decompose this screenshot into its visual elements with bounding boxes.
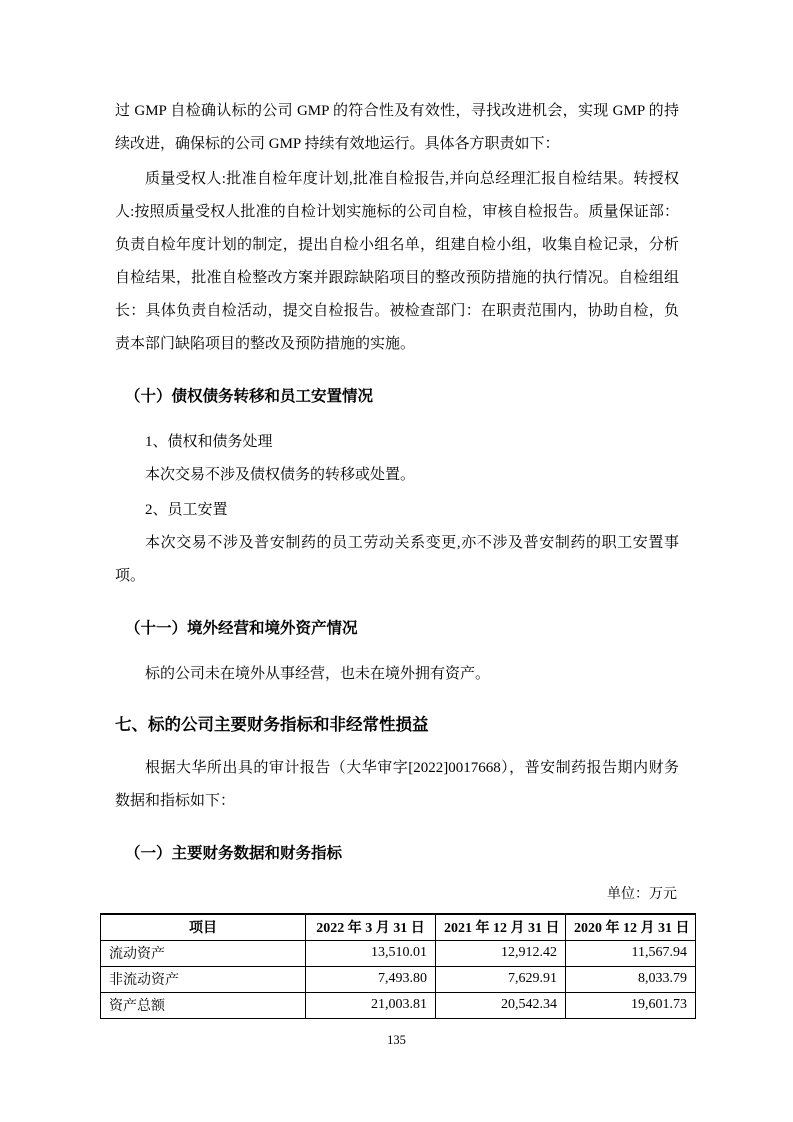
- table-cell-value: 8,033.79: [566, 966, 696, 992]
- table-header-2022: 2022 年 3 月 31 日: [306, 914, 436, 940]
- paragraph-staff: 本次交易不涉及普安制药的员工劳动关系变更,亦不涉及普安制药的职工安置事项。: [115, 535, 679, 584]
- table-header-2021: 2021 年 12 月 31 日: [436, 914, 566, 940]
- list-item-1: 1、债权和债务处理: [145, 434, 273, 450]
- table-header-row: [101, 914, 696, 940]
- heading-section-10: （十）债权债务转移和员工安置情况: [125, 388, 374, 405]
- table-unit-label: 单位：万元: [607, 887, 677, 902]
- paragraph-debt: 本次交易不涉及债权债务的转移或处置。: [145, 467, 416, 483]
- table-cell-label: 流动资产: [101, 940, 306, 966]
- paragraph-gmp-continuation: 过 GMP 自检确认标的公司 GMP 的符合性及有效性，寻找改进机会，实现 GMP 的持续改进，确保标的公司 GMP 持续有效地运行。具体各方职责如下：: [115, 103, 679, 152]
- paragraph-audit-report: 根据大华所出具的审计报告（大华审字[2022]0017668），普安制药报告期内财务数据和指标如下：: [115, 760, 679, 809]
- table-cell-label: 资产总额: [101, 992, 306, 1018]
- heading-section-11: （十一）境外经营和境外资产情况: [125, 620, 358, 637]
- financial-data-table: [100, 913, 696, 1019]
- table-cell-value: 11,567.94: [566, 940, 696, 966]
- heading-section-7-1: （一）主要财务数据和财务指标: [125, 845, 343, 862]
- table-cell-value: 12,912.42: [436, 940, 566, 966]
- table-cell-value: 21,003.81: [306, 992, 436, 1018]
- paragraph-overseas: 标的公司未在境外从事经营，也未在境外拥有资产。: [145, 666, 491, 682]
- table-cell-value: 7,493.80: [306, 966, 436, 992]
- table-row-noncurrent-assets: [101, 966, 696, 992]
- table-cell-value: 20,542.34: [436, 992, 566, 1018]
- paragraph-gmp-responsibilities: 质量受权人:批准自检年度计划,批准自检报告,并向总经理汇报自检结果。转授权人:按照质量受权人批准的自检计划实施标的公司自检，审核自检报告。质量保证部：负责自检年度计划的制定，提出自检小组名单，组建自检小组，收集自检记录，分析自检结果，批准自检整改方案并跟踪缺陷项目的整改预防措施的执行情况。自检组组长：具体负责自检活动，提交自检报告。被检查部门：在职责范围内，协助自检，负责本部门缺陷项目的整改及预防措施的实施。: [115, 171, 679, 352]
- table-row-total-assets: [101, 992, 696, 1018]
- table-row-current-assets: [101, 940, 696, 966]
- heading-chapter-7: 七、标的公司主要财务指标和非经常性损益: [115, 716, 429, 734]
- table-cell-value: 13,510.01: [306, 940, 436, 966]
- page-number: 135: [387, 1033, 406, 1047]
- table-cell-label: 非流动资产: [101, 966, 306, 992]
- list-item-2: 2、员工安置: [145, 502, 228, 518]
- table-cell-value: 7,629.91: [436, 966, 566, 992]
- table-header-item: 项目: [101, 914, 306, 940]
- table-header-2020: 2020 年 12 月 31 日: [566, 914, 696, 940]
- table-cell-value: 19,601.73: [566, 992, 696, 1018]
